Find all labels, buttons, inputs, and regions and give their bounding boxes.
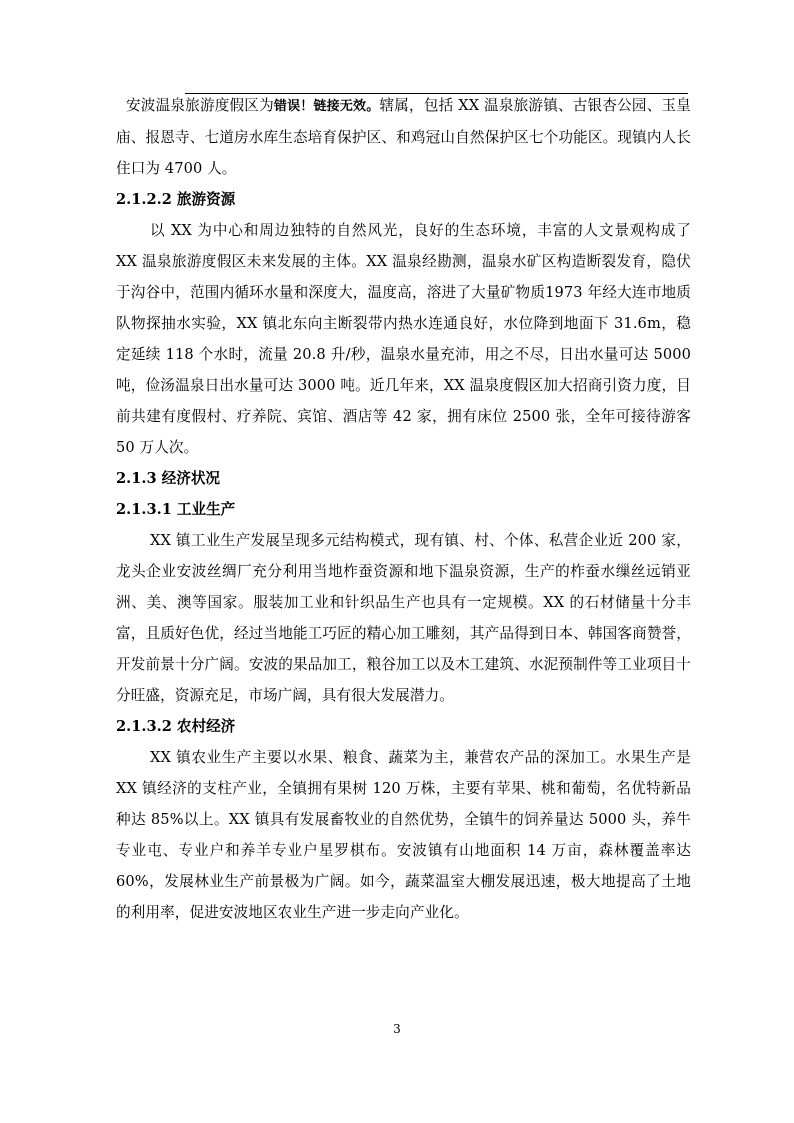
heading-tourism-resources (116, 184, 691, 215)
heading-number: 2.1.3.2 (116, 718, 172, 735)
heading-title: 农村经济 (176, 718, 236, 735)
heading-economy (116, 463, 691, 494)
intro-text-b: 辖属，包括 XX 温泉旅游镇、古银杏公园、玉皇庙、报恩寺、七道房水库生态培育保护区、和鸡冠山自然保护区七个功能区。现镇内人长住口为 4700 人。 (116, 97, 691, 177)
page-number: 3 (393, 1022, 401, 1036)
heading-industry (116, 494, 691, 525)
paragraph-intro (116, 90, 691, 184)
heading-number: 2.1.2.2 (116, 191, 172, 208)
paragraph-rural: XX 镇农业生产主要以水果、粮食、蔬菜为主，兼营农产品的深加工。水果生产是 XX 镇经济的支柱产业，全镇拥有果树 120 万株，主要有苹果、桃和葡萄，名优特新品种达 85%以上。XX 镇具有发展畜牧业的自然优势，全镇牛的饲养量达 5000 头，养牛专业屯、专业户和养羊专业户星罗棋布。安波镇有山地面积 14 万亩，森林覆盖率达 60%，发展林业生产前景极为广阔。如今，蔬菜温室大棚发展迅速，极大地提高了土地的利用率，促进安波地区农业生产进一步走向产业化。 (116, 749, 691, 921)
paragraph-industry: XX 镇工业生产发展呈现多元结构模式，现有镇、村、个体、私营企业近 200 家，龙头企业安波丝绸厂充分利用当地柞蚕资源和地下温泉资源，生产的柞蚕水缫丝远销亚洲、美、澳等国家。服装加工业和针织品生产也具有一定规模。XX 的石材储量十分丰富，且质好色优，经过当地能工巧匠的精心加工雕刻，其产品得到日本、韩国客商赞誉，开发前景十分广阔。安波的果品加工，粮谷加工以及木工建筑、水泥预制件等工业项目十分旺盛，资源充足，市场广阔，具有很大发展潜力。 (116, 532, 691, 704)
link-error-text: 错误！链接无效。 (273, 99, 380, 114)
intro-text-a: 安波温泉旅游度假区为 (126, 97, 274, 114)
heading-number: 2.1.3.1 (116, 501, 172, 518)
heading-title: 旅游资源 (176, 191, 236, 208)
heading-rural-economy (116, 711, 691, 742)
paragraph-tourism: 以 XX 为中心和周边独特的自然风光，良好的生态环境，丰富的人文景观构成了 XX 温泉旅游度假区未来发展的主体。XX 温泉经勘测，温泉水矿区构造断裂发育，隐伏于沟谷中，范围内循环水量和深度大，温度高，溶进了大量矿物质1973 年经大连市地质队物探抽水实验，XX 镇北东向主断裂带内热水连通良好，水位降到地面下 31.6m，稳定延续 118 个水时，流量 20.8 升/秒，温泉水量充沛，用之不尽，日出水量可达 5000 吨，俭汤温泉日出水量可达 3000 吨。近几年来，XX 温泉度假区加大招商引资力度，目前共建有度假村、疗养院、宾馆、酒店等 42 家，拥有床位 2500 张，全年可接待游客 50 万人次。 (116, 222, 691, 456)
heading-title: 经济状况 (161, 470, 221, 487)
page-content (116, 90, 691, 928)
heading-title: 工业生产 (176, 501, 236, 518)
heading-number: 2.1.3 (116, 470, 157, 487)
